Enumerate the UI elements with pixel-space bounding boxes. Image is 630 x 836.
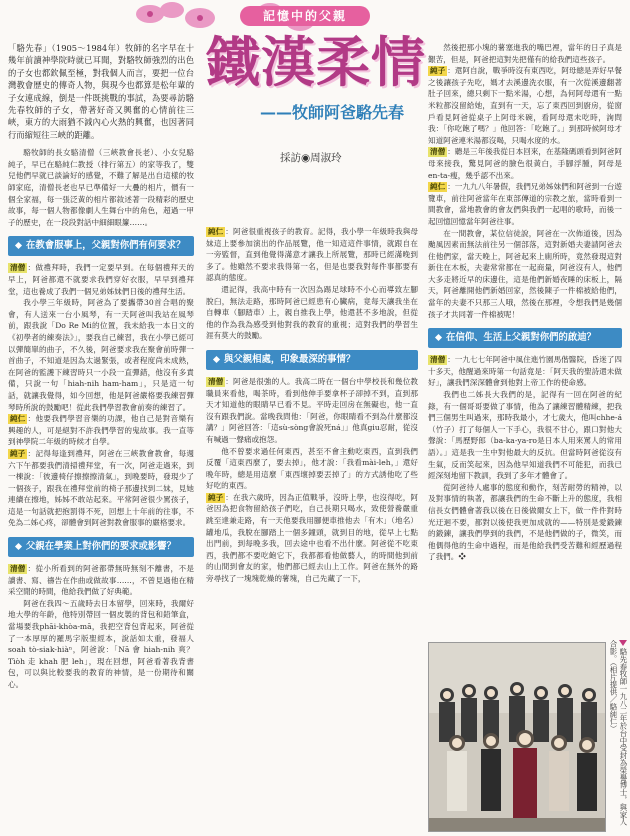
paragraph: 然後把那小塊的薯塞進我的嘴巴裡，當年的日子真是艱苦，但是，阿爸把這對先把僅有的給我們這些孩子。 xyxy=(428,43,622,64)
paragraph: 純仁 ：一九九八年暑假，我們兄弟姊妹們和阿爸到一台遊覽車，前往阿爸當年在東部傳道的宗教之旅，當時看到一間教會，當地教會的會友們與我們一起唱的歌時，而後一起回憶回憶當年阿爸往事。 xyxy=(428,182,622,226)
speaker-tag: 純子 xyxy=(430,66,446,76)
family-photo-image xyxy=(429,643,606,832)
section-kicker: 記憶中的父親 xyxy=(240,6,370,26)
triangle-marker-icon xyxy=(619,640,627,646)
byline: 採訪◉周淑玲 xyxy=(280,152,342,164)
paragraph: 純子 ：還阿自說，戰爭時沒有東西吃，阿母總是弄好早餐之後讓孩子先吃，媽才去溪邊洗衣服，有一次從溪邊翻著肚子回來，總只剩下一點米湯，心想，為何阿母還有一點米粒都沒留給她，直到有一天，忘了東西回到廚房，從窗戶看見阿爸從桌子上阿母米碗，看阿母還未吃時，詢問我：「你吃飽了嗎？」他回答：「吃飽了。」到那時候阿母才知道阿爸連米湯都沒喝，只喝水度的水。 xyxy=(428,66,622,145)
article-subtitle: ——牧師阿爸駱先春 xyxy=(260,103,405,122)
column-2 xyxy=(206,226,418,832)
column-3 xyxy=(428,42,622,642)
speaker-tag: 清僧 xyxy=(430,147,446,157)
speaker-tag: 純子 xyxy=(10,448,26,458)
speaker-tag: 純仁 xyxy=(10,414,26,424)
paragraph: 清僧 ：從小所看到的阿爸都帶無時無刻不離書，不是讀書、寫、禱告在作曲或做故事……，不曾見過他在精采空閒的時間，他給我們做了好典範。 xyxy=(8,564,194,597)
paragraph: 純仁 ：阿爸很重視孩子的教育。記得，我小學一年級時我與母妹這上要參加演出的作品展覽，他一知這這件事情，就跟自在一旁監督，直到他覺得滿意才讓我上所展覽，那時已經滿晚到多了。他雖然不要求我得第一名，但是也要我對每件事都要有認真的態度。 xyxy=(206,227,418,283)
question-heading: 與父親相處，印象最深的事情？ xyxy=(206,350,418,370)
question-heading: 在信仰、生活上父親對你們的啟迪？ xyxy=(428,328,622,348)
diamond-icon xyxy=(15,242,22,249)
paragraph: 在一間教會，某位信徒說，阿爸在一次佈道後，因為颱風因素而無法前往另一個部落，這對新婚夫妻請阿爸去住他們家，當天晚上，阿爸起來上廁所時，竟然發現這對新住在木板，夫妻常常都在一起商量，阿爸沒有人，他們大多走將近早的床邊住，這是他們新婚夜睡的床板上，隔天，阿爸離開他們新婚回家，然後陳子一件棉被給他們，當年的夫妻不只那三人哦，然後在那裡，令想我們是幾個孩子才共同著一件棉被呢！ xyxy=(428,228,622,319)
paragraph: 阿爸在我四～五歲時去日本留學，回來時，我爾好地大學的年齡，他特別帶回一個皮製的背包和鉛筆盒，當場要我phāi-khòa-mā，我把空背包背起來，阿爸從了一本厚厚的羅馬字版聖經本，說話如太重，發福人soah tò-siak-hiàⁿ，阿爸說：「Nā 會 hiah-nih 爽？Tìòh 走 khah 肥 leh」，現在回想，阿爸看著我背書包，可以與比較要我的教育的神情，是一份期待和關心。 xyxy=(8,598,194,689)
paragraph: 清僧 ：阿爸是很強的人。我高二時在一個台中學校長和幾位教職員來看他，喝茶時，看到他伸手要拿杯子卻掉不到，直到那天才知道他的眼睛早已看不見。平時走回房在無礙也，他一直沒有跟我們說。當晚我問他：「阿爸，你眼睛看不到為什麼都沒講？」阿爸回答：「這sù-sòng會說死ná」」他真giu忍耐，從沒有喊過一聲痛或抱怨。 xyxy=(206,376,418,444)
speaker-tag: 純子 xyxy=(208,492,224,502)
photo-caption: 駱先春牧師一九八二年於台中受封為榮譽博士，與家人合影。（相片提供／駱純仁） xyxy=(609,640,628,826)
paragraph: 純子 ：在我六歲時，因為正值戰爭，沒時上學，也沒得吃，阿爸因為把食物留給孩子們吃，自己長期只喝水，致使營養嚴重跳至達兼走路，有一天他要我用腳便車推他去「有木」（地名）罐地瓜，我脫在腳踏上一個多鐘頭，就到目的地，從早上七點出門前，到每晚多我，回去途中也看不出什麼。阿爸從不吃東西，我們都不要吃飽它下，我都都看他做藝人，的時間他到前的山間到會友的家，他們都已經去山上工作。阿爸在無外的路旁尋找了一塊塊乾燥的薯塊，自己先藏了一下， xyxy=(206,492,418,584)
speaker-tag: 清僧 xyxy=(10,263,26,273)
paragraph: 清僧 ：一九七七年阿爸中風住進竹園馬偕醫院，昏迷了四十多天，他醒過來時第一句話竟是：「阿天我的聖詩還未做好」，讓我們深深體會到他對上帝工作的使命感。 xyxy=(428,355,622,388)
speaker-tag: 清僧 xyxy=(10,564,26,574)
paragraph: 純仁 ：他要我們學習音樂的功課，他自己是對音樂有興趣的人，可是絕對不許我們學習的鬼故事。我一直等到神學院二年級的時候才自學。 xyxy=(8,414,194,447)
question-heading: 父親在學業上對你們的要求或影響？ xyxy=(8,537,194,557)
paragraph: 我們也二姊長大我們的是，記得有一回在阿爸的紀錄，有一個哥哥要做了事情，他為了讓練習體精練，把我們三個男生叫過來，那時我最小，才七歲大，他叫chhe-á（竹子）打了每個人一下手心，我很不甘心，跟口對他大聲說：「馬歷野郎（ba-ka-ya-ro是日本人用來罵人的常用語）。」這是我一生中對他最大的反抗。但當時阿爸從沒有生氣，反而笑起來，因為他早知道我們不可能犯，而我已經深刻地留下教訓，我到了多年才體會了。 xyxy=(428,390,622,481)
question-heading: 在教會服事上，父親對你們有何要求？ xyxy=(8,236,194,256)
paragraph: 駱牧師的長女駱清僧（三峽教會長老）、小女兒駱純子，早已在駱純仁教授（排行第五）的家等我了，雙兒他們早就已談論好的感覺，不難了解是出自這樣的牧師家庭，清僧長老也早已準備好一大疊的相片，價有一個全家福，每一張泛黃的相片都敘述著一段精彩的歷史故事，每一個人物都像劇人生舞台中的角色，超過一甲子的歷史，在一段段對話中細細眼簾……。 xyxy=(8,148,194,227)
paragraph: 他不曾要求過任何東西，甚至不會主動吃東西，直到我們反覆「這東西麼了，要去掉」，他才說：「我看mài-leh，」還好晚年時，總是用這麼「東西壞掉要丟掉了」的方式誘他吃了些好吃的東西。 xyxy=(206,446,418,491)
diamond-icon xyxy=(435,334,442,341)
speaker-tag: 純仁 xyxy=(430,182,446,192)
diamond-icon xyxy=(15,543,22,550)
paragraph: 從阿爸待人處事的態度和動作，刻苦耐勞的精神，以及對事情的執著，都讓我們的生命不斷上升的態度，我相信長女們體會著我以後在日後做爾女上下，做一件件對時光迂迴不要，都對以後使我更加成就的——特別是愛鍛鍊的鍛鍊，讓我們學到的我們，不是他們做的子，微笑，而他偶得他的生命中過程，而是他給我們受苦難和經歷過程了我們。❖ xyxy=(428,482,622,562)
speaker-tag: 純仁 xyxy=(208,227,224,236)
article-title: 鐵漢柔情 xyxy=(206,31,426,94)
column-1 xyxy=(8,42,194,832)
paragraph: 我小學三年級時，阿爸為了要攜帶30首合唱的聚會，有人送來一台小風琴，有一天阿爸叫我站在風琴前，跟我說「Do Re Mi的位置，我未給我一本日文的《初學者的練奏法》」，要我自己練習，我在小學已經可以彈簡單的曲子，不久後，阿爸要求我在聚會前時彈一首曲子，不知道是因為太過緊張，或者程度尚未成熟，在阿爸的監護下練習時只一小段一直彈錯，他沒有多責備，只說一句「hiah-nih ham-ham」，只是這一句話，就讓我覺得，如今回想，他是阿爸嚴格要我練習彈琴時所說的鼓勵吧！從此我們學習教會前奏的練習了。 xyxy=(8,298,194,412)
paragraph: 清僧 ：聽是三年後我從日本回來，在基隆碼頭看到阿爸阿母來接我，驚見阿爸的臉色很黃白，手腳浮腫，阿母是en-ta-瘦，幾乎認不出來。 xyxy=(428,147,622,180)
intro-paragraph: 「駱先春」（1905～1984年）牧師的名字早在十幾年前讀神學院時就已耳聞，對駱牧師強烈的出色的子女也都欽佩至極，對我個人而言，要把一位台灣教會歷史的傳奇人物，與現今也都算是松年輩的子女連成線，倒是一件既挑戰的事試，為要尋訪駱先春牧師的子女，帶著好奇又興奮的心情前往三峽，東方的大雨猶不減內心火熱的興奮，也因著同行而縮短往三峽的距離。 xyxy=(8,43,194,140)
family-photo xyxy=(428,642,606,832)
speaker-tag: 清僧 xyxy=(208,376,224,386)
paragraph: 純子 ：記得每逢到禮拜，阿爸在三峽教會教會，每週六下午都要我們清掃禮拜堂，有一次，阿爸走過來，到一棟說：「彼邊椅仔擦擦擦清氣」，到晚要時，發現少了一個孩子，跟我在禮拜堂前的椅子那邊找到二妹，見她連續在擦地，姊姊不敢站起來。平常阿爸很少罵孩子，這是一句話就把抱罰得不死，回想上十年前的往事，不免為二姊心疼，卻體會到阿爸對教會服事的嚴格要求。 xyxy=(8,448,194,528)
paragraph: 清僧 ：做禮拜時，我們一定要早到。在每個禮拜天的早上，阿爸都還不就要求我們穿好衣服，早早到禮拜堂，這也養成了我們一個兄弟姊妹們日後的禮拜生活。 xyxy=(8,263,194,296)
diamond-icon xyxy=(213,356,220,363)
paragraph: 還記得，我高中時有一次因為踢足球時不小心而導致左腳脫臼，無法走路，那時阿爸已經患有心臟病，竟每天讓我坐在自轉車（腳踏車）上，親自推我上學，他還甚不多地說，但從他的作為我為感受到他對我的教育的重視；這對我們的學習生涯有莫大的鼓勵。 xyxy=(206,284,418,341)
speaker-tag: 清僧 xyxy=(430,355,446,365)
